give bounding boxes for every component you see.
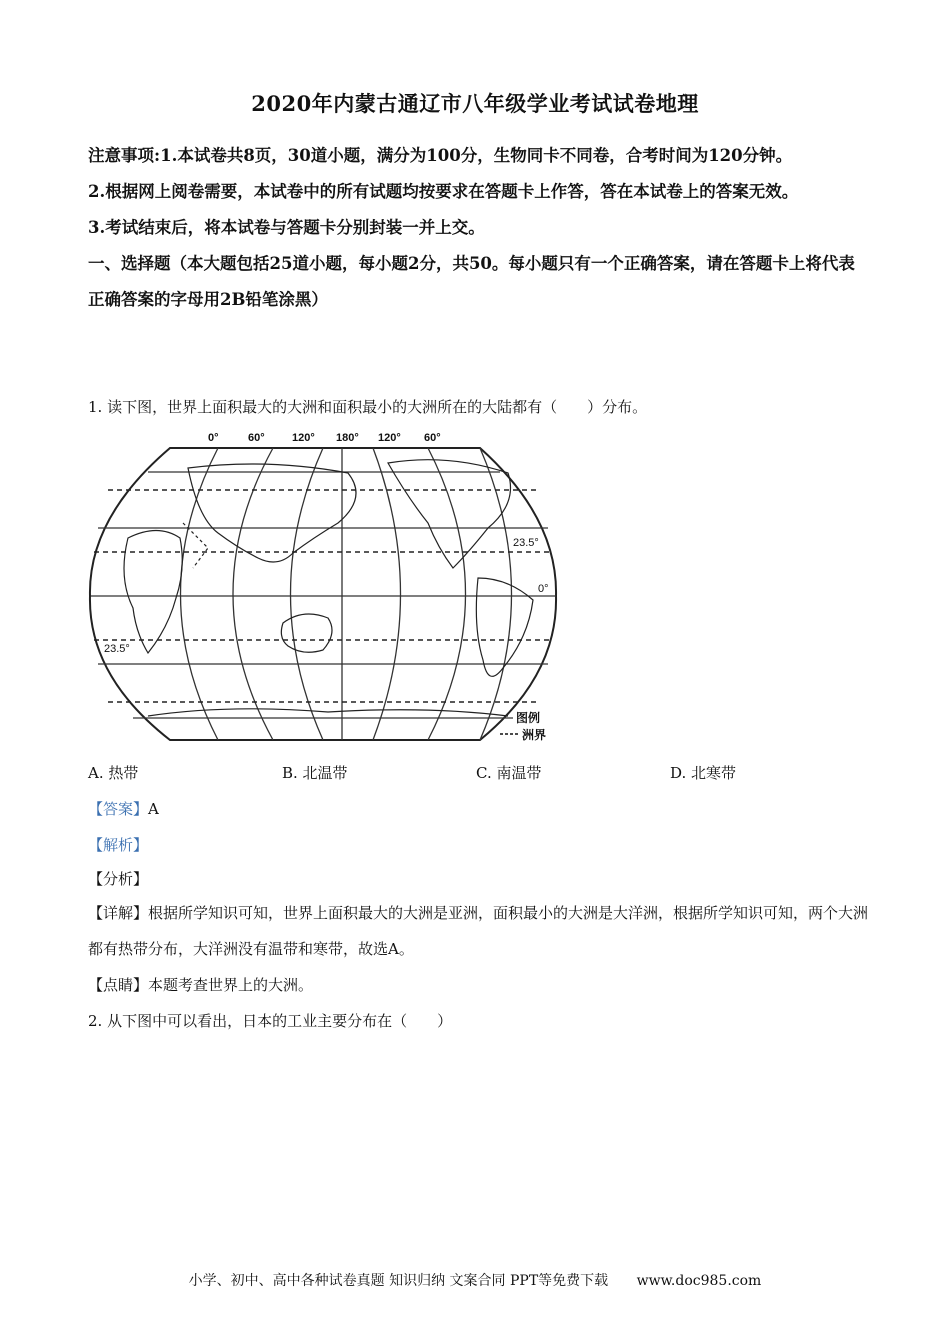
lon-label-2: 60° xyxy=(248,432,265,444)
question-1-stem: 1. 读下图，世界上面积最大的大洲和面积最小的大洲所在的大陆都有（ ）分布。 xyxy=(88,398,648,416)
page-footer xyxy=(0,1270,950,1290)
parallels xyxy=(91,472,556,718)
footer-text: 小学、初中、高中各种试卷真题 知识归纳 文案合同 PPT等免费下载 xyxy=(188,1273,609,1289)
lon-label-1: 0° xyxy=(208,432,219,444)
legend-item: 洲界 xyxy=(522,728,547,742)
australia-outline xyxy=(281,614,332,652)
footer-url[interactable]: www.doc985.com xyxy=(636,1273,762,1289)
note-1: 注意事项:1.本试卷共8页，30道小题，满分为100分，生物同卡不同卷，合考时间为120分钟。 xyxy=(88,146,793,165)
answer-line xyxy=(88,791,870,827)
section-heading: 一、选择题（本大题包括25道小题，每小题2分，共50。每小题只有一个正确答案，请在答题卡上将代表正确答案的字母用2B铅笔涂黑） xyxy=(88,254,855,309)
fenxi-label: 【分析】 xyxy=(88,870,149,888)
antarctica-outline xyxy=(148,709,508,716)
option-d[interactable]: D. 北寒带 xyxy=(670,764,737,782)
answer-label: 【答案】 xyxy=(88,800,149,818)
note-3: 3.考试结束后，将本试卷与答题卡分别封装一并上交。 xyxy=(88,218,485,237)
exam-notes xyxy=(88,138,870,318)
option-b[interactable]: B. 北温带 xyxy=(282,764,348,782)
comment-text: 本题考查世界上的大洲。 xyxy=(148,976,314,994)
option-c[interactable]: C. 南温带 xyxy=(476,764,542,782)
lon-label-3: 120° xyxy=(292,432,315,444)
world-map-figure xyxy=(88,428,558,750)
answer-value: A xyxy=(148,800,159,818)
lat-label-south: 23.5° xyxy=(104,643,130,655)
detail-label: 【详解】 xyxy=(88,904,149,922)
analysis-label: 【解析】 xyxy=(88,836,149,854)
asia-outline xyxy=(188,464,356,562)
map-outline xyxy=(90,448,556,740)
meridians xyxy=(181,448,512,740)
lon-label-6: 60° xyxy=(424,432,441,444)
detail-paragraph xyxy=(88,895,870,967)
question-2-stem: 2. 从下图中可以看出，日本的工业主要分布在（ ） xyxy=(88,1012,453,1030)
detail-text: 根据所学知识可知，世界上面积最大的大洲是亚洲，面积最小的大洲是大洋洲，根据所学知识可知，两个大洲都有热带分布，大洋洲没有温带和寒带，故选A。 xyxy=(88,904,869,958)
lon-label-5: 120° xyxy=(378,432,401,444)
analysis-line xyxy=(88,827,870,863)
continent-boundary xyxy=(183,523,208,568)
longitude-labels xyxy=(208,432,441,444)
africa-outline xyxy=(124,531,182,654)
comment-label: 【点睛】 xyxy=(88,976,149,994)
page-title: 2020年内蒙古通辽市八年级学业考试试卷地理 xyxy=(251,91,699,116)
lat-label-north: 23.5° xyxy=(513,537,539,549)
lat-label-equator: 0° xyxy=(538,583,549,595)
comment-line xyxy=(88,967,870,1003)
note-2: 2.根据网上阅卷需要，本试卷中的所有试题均按要求在答题卡上作答，答在本试卷上的答案无效。 xyxy=(88,182,799,201)
continent-outlines xyxy=(124,460,533,716)
lon-label-4: 180° xyxy=(336,432,359,444)
fenxi-line xyxy=(88,861,870,897)
option-a[interactable]: A. 热带 xyxy=(88,764,139,782)
legend-title: 图例 xyxy=(516,711,541,725)
